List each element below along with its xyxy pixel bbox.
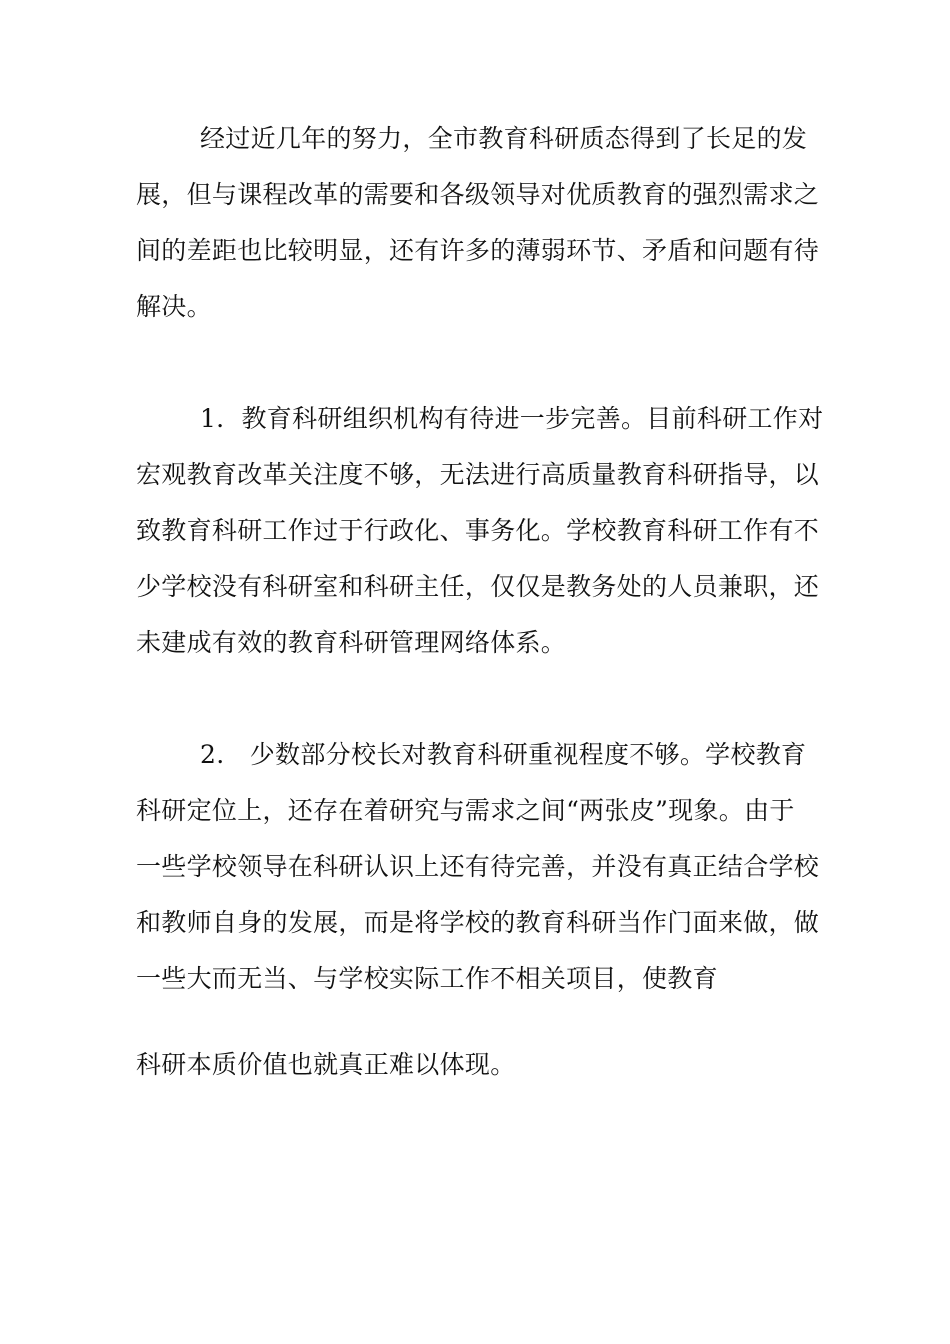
- text-line: 宏观教育改革关注度不够，无法进行高质量教育科研指导，以: [136, 460, 820, 489]
- text-line: 1．教育科研组织机构有待进一步完善。目前科研工作对: [200, 404, 824, 433]
- text-line: 经过近几年的努力，全市教育科研质态得到了长足的发: [200, 124, 808, 153]
- text-line: 间的差距也比较明显，还有许多的薄弱环节、矛盾和问题有待: [136, 236, 820, 265]
- text-line: 致教育科研工作过于行政化、事务化。学校教育科研工作有不: [136, 516, 820, 545]
- text-line: 解决。: [136, 292, 212, 321]
- text-line: 少学校没有科研室和科研主任，仅仅是教务处的人员兼职，还: [136, 572, 820, 601]
- text-line: 一些学校领导在科研认识上还有待完善，并没有真正结合学校: [136, 852, 820, 881]
- text-line: 展，但与课程改革的需要和各级领导对优质教育的强烈需求之: [136, 180, 820, 209]
- text-line: 科研本质价值也就真正难以体现。: [136, 1050, 516, 1079]
- text-line: 科研定位上，还存在着研究与需求之间“两张皮”现象。由于: [136, 796, 795, 825]
- text-line: 2. 少数部分校长对教育科研重视程度不够。学校教育: [200, 740, 807, 769]
- text-line: 和教师自身的发展，而是将学校的教育科研当作门面来做，做: [136, 908, 820, 937]
- text-line: 一些大而无当、与学校实际工作不相关项目，使教育: [136, 964, 718, 993]
- text-line: 未建成有效的教育科研管理网络体系。: [136, 628, 567, 657]
